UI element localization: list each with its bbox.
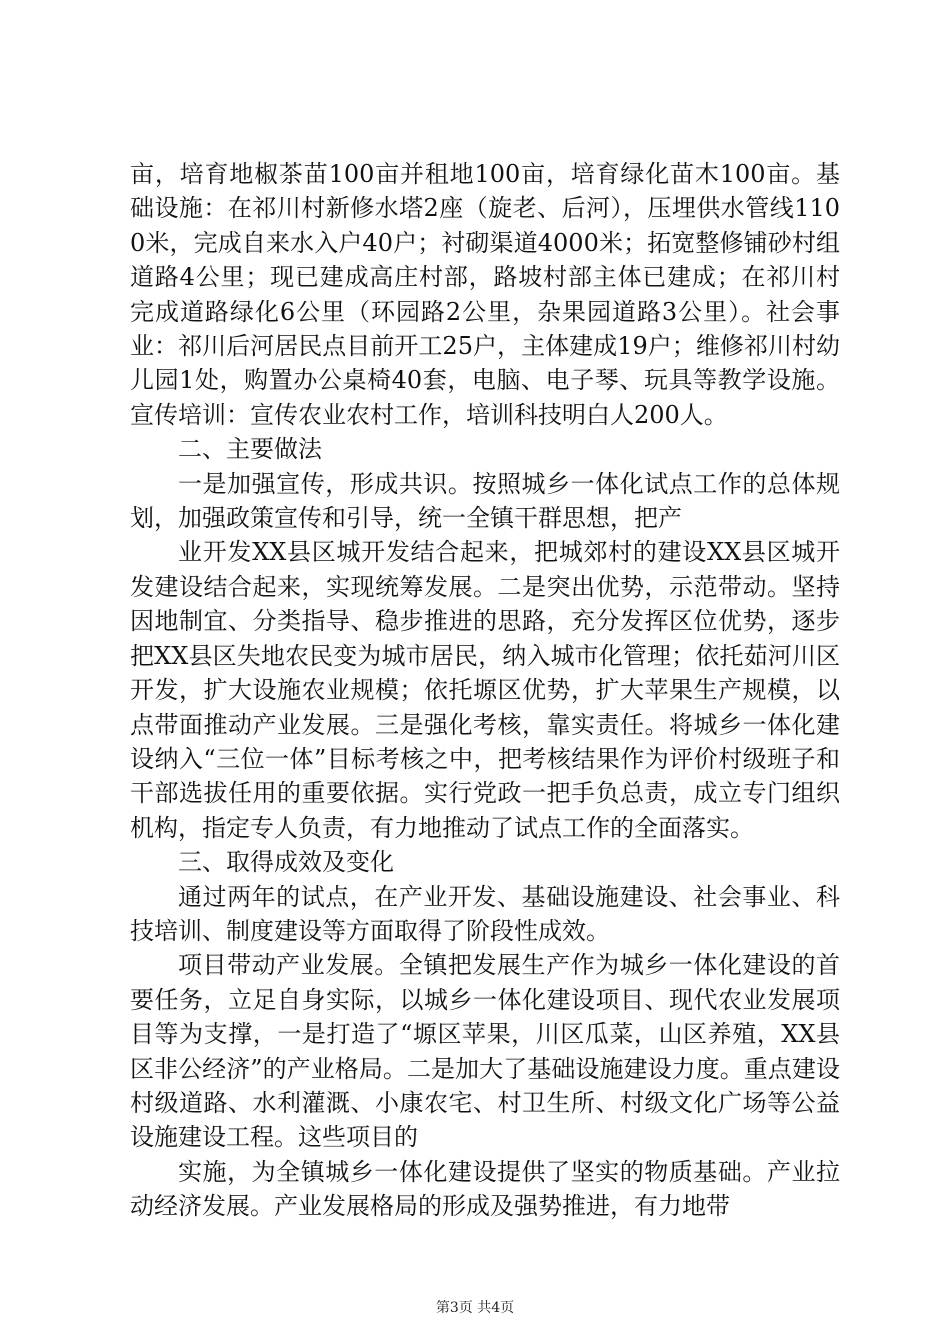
page-number: 第3页 共4页 [435, 1300, 515, 1316]
paragraph-infrastructure-summary: 亩，培育地椒茶苗100亩并租地100亩，培育绿化苗木100亩。基础设施：在祁川村新修水塔2座（旋老、后河），压埋供水管线1100米，完成自来水入户40户；衬砌渠道4000米；拓宽整修铺砂村组道路4公里；现已建成高庄村部，路坡村部主体已建成；在祁川村完成道路绿化6公里（环园路2公里，杂果园道路3公里）。社会事业：祁川后河居民点目前开工25户，主体建成19户；维修祁川村幼儿园1处，购置办公桌椅40套，电脑、电子琴、玩具等教学设施。宣传培训：宣传农业农村工作，培训科技明白人200人。 [130, 160, 840, 429]
paragraph-industry-development: 业开发XX县区城开发结合起来，把城郊村的建设XX县区城开发建设结合起来，实现统筹发展。二是突出优势，示范带动。坚持因地制宜、分类指导、稳步推进的思路，充分发挥区位优势，逐步把XX县区失地农民变为城市居民，纳入城市化管理；依托茹河川区开发，扩大设施农业规模；依托塬区优势，扩大苹果生产规模，以点带面推动产业发展。三是强化考核，靠实责任。将城乡一体化建设纳入“三位一体”目标考核之中，把考核结果作为评价村级班子和干部选拔任用的重要依据。实行党政一把手负总责，成立专门组织机构，指定专人负责，有力地推动了试点工作的全面落实。 [130, 538, 840, 842]
section-heading-main-practices: 二、主要做法 [178, 435, 322, 464]
document-body [130, 157, 840, 1224]
paragraph-pilot-results: 通过两年的试点，在产业开发、基础设施建设、社会事业、科技培训、制度建设等方面取得了阶段性成效。 [130, 882, 840, 945]
section-heading-results: 三、取得成效及变化 [178, 848, 394, 877]
paragraph-publicity: 一是加强宣传，形成共识。按照城乡一体化试点工作的总体规划，加强政策宣传和引导，统一全镇干群思想，把产 [130, 469, 840, 533]
paragraph-project-driven: 项目带动产业发展。全镇把发展生产作为城乡一体化建设的首要任务，立足自身实际，以城乡一体化建设项目、现代农业发展项目等为支撑，一是打造了“塬区苹果，川区瓜菜，山区养殖，XX县区非公经济”的产业格局。二是加大了基础设施建设力度。重点建设村级道路、水利灌溉、小康农宅、村卫生所、村级文化广场等公益设施建设工程。这些项目的 [130, 951, 840, 1152]
paragraph-implementation: 实施，为全镇城乡一体化建设提供了坚实的物质基础。产业拉动经济发展。产业发展格局的形成及强势推进，有力地带 [130, 1157, 840, 1221]
